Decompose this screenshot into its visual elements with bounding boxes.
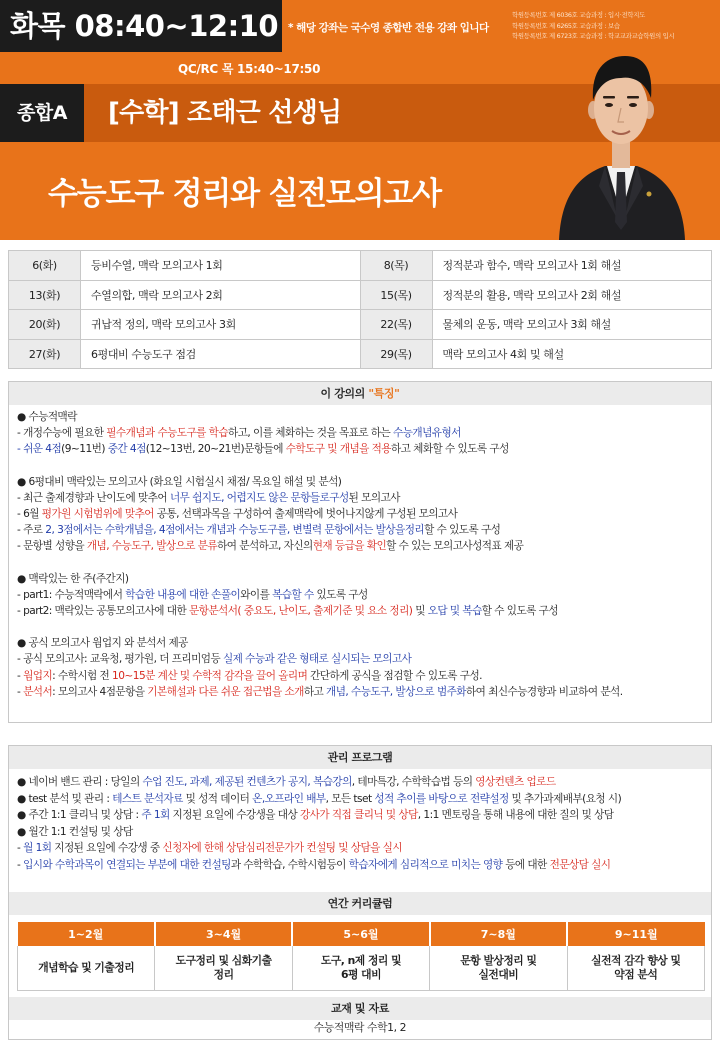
text-segment: 문항분석서( 중요도, 난이도, 출제기준 및 요소 정리): [188, 605, 413, 618]
text-segment: ● 6평대비 맥락있는 모의고사 (화요일 시험실시 채점/ 목요일 해설 및 분석): [17, 475, 342, 488]
text-segment: 테스트 분석자료: [112, 792, 183, 805]
text-segment: 하여 분석하고, 자신의: [217, 540, 313, 553]
text-segment: 쉬운 4점: [23, 443, 62, 456]
feature-line: [17, 490, 711, 506]
text-segment: 현재 등급을 확인: [312, 540, 387, 553]
text-segment: ● 네이버 밴드 관리 : 당일의: [17, 776, 143, 788]
text-segment: 기본해설과 다른 쉬운 접근법을 소개: [147, 685, 304, 698]
course-header: [0, 0, 720, 240]
text-segment: - 공식 모의고사: 교육청, 평가원, 더 프리미엄등: [17, 653, 223, 666]
text-segment: ● 공식 모의고사 웜업지 와 분석서 제공: [17, 637, 188, 650]
curriculum-table: [17, 922, 705, 991]
teacher-photo: [555, 38, 687, 240]
registration-line: 학원등록번호 제 6036호 교습과정 : 입시·전학지도: [512, 11, 646, 19]
feature-line: [17, 474, 711, 490]
text-segment: 된 모의고사: [348, 491, 400, 504]
registration-line: 학원등록번호 제 6723호 교습과정 : 학교교과교습학원의 입시: [512, 32, 675, 40]
management-line: [17, 824, 711, 841]
table-row: [9, 251, 712, 281]
text-segment: 평가원 시험범위에 맞추어: [41, 508, 154, 521]
curriculum-topic: 실전적 감각 향상 및 약점 분석: [567, 946, 704, 990]
features-heading-highlight: "특징": [368, 387, 400, 400]
text-segment: 하고 체화할 수 있도록 구성: [391, 443, 509, 456]
exclusive-notice: * 해당 강좌는 국수영 종합반 전용 강좌 입니다: [288, 22, 489, 34]
text-segment: -: [17, 685, 24, 698]
text-segment: (12~13번, 20~21번)문항들에: [145, 443, 286, 456]
course-title: 수능도구 정리와 실전모의고사: [48, 176, 441, 212]
schedule-date: 29(목): [360, 339, 432, 369]
schedule-content: 등비수열, 맥락 모의고사 1회: [81, 251, 361, 281]
text-segment: 성적 추이를 바탕으로 전략설정: [374, 792, 509, 805]
schedule-content: 물체의 운동, 맥락 모의고사 3회 해설: [432, 310, 712, 340]
text-segment: 할 수 있는 모의고사성적표 제공: [386, 540, 524, 553]
text-segment: 지정된 요일에 수강생을 대상: [169, 809, 300, 821]
text-segment: 지정된 요일에 수강생 중: [51, 842, 163, 854]
feature-line: [17, 441, 711, 457]
text-segment: 및 추가과제배부(요청 시): [508, 792, 622, 805]
text-segment: 신청자에 한해 상담심리전문가가 컨설팅 및 상담을 실시: [162, 842, 403, 854]
schedule-date: 6(화): [9, 251, 81, 281]
table-row: [18, 922, 705, 946]
text-segment: ● 월간 1:1 컨설팅 및 상담: [17, 825, 133, 838]
curriculum-period: 5~6월: [292, 922, 429, 946]
schedule-content: 정적분의 활용, 맥락 모의고사 2회 해설: [432, 280, 712, 310]
registration-info: [512, 10, 674, 42]
feature-line: [17, 603, 711, 619]
curriculum-topic: 개념학습 및 기출정리: [18, 946, 155, 990]
schedule-content: 수열의합, 맥락 모의고사 2회: [81, 280, 361, 310]
text-segment: , 모든 tset: [325, 792, 375, 805]
curriculum-topic: 문항 발상정리 및 실전대비: [430, 946, 567, 990]
schedule-content: 6평대비 수능도구 점검: [81, 339, 361, 369]
class-tag: 종합A: [0, 84, 84, 142]
text-segment: 과 수학학습, 수학시험등이: [230, 858, 349, 871]
feature-line: [17, 651, 711, 667]
qcrc-time: QC/RC 목 15:40~17:50: [178, 62, 321, 76]
text-segment: 하여 최신수능경향과 비교하여 분석.: [466, 685, 623, 698]
text-segment: -: [17, 443, 24, 456]
feature-line: [17, 684, 711, 700]
text-segment: - 주로: [17, 524, 46, 537]
text-segment: 학습한 내용에 대한 손풀이: [125, 588, 241, 601]
schedule-date: 15(목): [360, 280, 432, 310]
text-segment: 등에 대한: [502, 858, 550, 871]
feature-line: [17, 522, 711, 538]
text-segment: 공통, 선택과목을 구성하여 출제맥락에 벗어나지않게 구성된 모의고사: [153, 508, 458, 521]
management-line: [17, 807, 711, 824]
text-segment: 오답 및 복습: [427, 605, 482, 618]
text-segment: 수업 진도, 과제, 제공된 컨텐츠가 공지, 복습강의: [142, 776, 352, 788]
management-line: [17, 857, 711, 874]
class-time: 화목 08:40~12:10: [0, 0, 282, 52]
materials-text: 수능적맥락 수학1, 2: [313, 1021, 407, 1034]
feature-line: [17, 587, 711, 603]
management-section: [8, 745, 712, 1040]
text-segment: 월 1회: [23, 842, 52, 854]
text-segment: -: [17, 842, 24, 854]
text-segment: 학습자에게 심리적으로 미치는 영향: [348, 858, 503, 871]
text-segment: - 개정수능에 필요한: [17, 427, 107, 440]
text-segment: 간단하게 공식을 점검할 수 있도록 구성.: [307, 669, 482, 682]
registration-line: 학원등록번호 제 6265호 교습과정 : 보습: [512, 21, 620, 30]
text-segment: 너무 쉽지도, 어렵지도 않은 문항들로구성: [169, 491, 349, 504]
table-row: [9, 280, 712, 310]
features-heading-prefix: 이 강의의: [320, 387, 369, 400]
materials-heading: 교재 및 자료: [9, 997, 711, 1020]
schedule-content: 정적분과 함수, 맥락 모의고사 1회 해설: [432, 251, 712, 281]
text-segment: : 모의고사 4점문항을: [52, 685, 148, 698]
text-segment: 와이를: [240, 588, 273, 601]
text-segment: - part1: 수능적맥락에서: [17, 588, 126, 601]
text-segment: 할 수 있도록 구성: [481, 605, 559, 618]
schedule-date: 8(목): [360, 251, 432, 281]
text-segment: 주 1회: [141, 809, 170, 821]
text-segment: 2, 3점에서는 수학개념을, 4점에서는 개념과 수능도구를, 변별력 문항에서는 발상을정리: [45, 524, 425, 537]
schedule-date: 22(목): [360, 310, 432, 340]
text-segment: - part2: 맥락있는 공통모의고사에 대한: [17, 605, 189, 618]
schedule-date: 20(화): [9, 310, 81, 340]
text-segment: - 최근 출제경향과 난이도에 맞추어: [17, 491, 170, 504]
text-segment: , 테마특강, 수학학습법 등의: [351, 776, 476, 788]
subject-teacher: [수학] 조태근 선생님: [108, 98, 342, 128]
curriculum-period: 9~11월: [567, 922, 704, 946]
schedule-date: 13(화): [9, 280, 81, 310]
feature-line: [17, 668, 711, 684]
schedule-content: 귀납적 정의, 맥락 모의고사 3회: [81, 310, 361, 340]
schedule-table: [8, 250, 712, 369]
features-section: [8, 381, 712, 723]
curriculum-topic: 도구정리 및 심화기출 정리: [155, 946, 292, 990]
text-segment: 영상컨텐츠 업로드: [475, 776, 556, 788]
management-body: [9, 769, 711, 873]
text-segment: 강사가 직접 클리닉 및 상담: [299, 809, 418, 821]
text-segment: 복습할 수: [272, 588, 314, 601]
text-segment: ● 맥락있는 한 주(주간지): [17, 572, 129, 585]
text-segment: (9~11번): [61, 443, 108, 456]
text-segment: 필수개념과 수능도구를 학습: [106, 427, 229, 440]
text-segment: 개념, 수능도구, 발상으로 범주화: [326, 685, 466, 698]
feature-line: [17, 538, 711, 554]
text-segment: 온,오프라인 배부: [252, 792, 326, 805]
spacer: [17, 619, 711, 635]
text-segment: 중간 4점: [107, 443, 146, 456]
text-segment: - 문항별 성향을: [17, 540, 87, 553]
text-segment: ● test 분석 및 관리 :: [17, 792, 113, 805]
management-line: [17, 840, 711, 857]
text-segment: 및 성적 데이터: [182, 792, 253, 805]
table-row: [18, 946, 705, 990]
text-segment: ● 주간 1:1 클리닉 및 상담 :: [17, 809, 142, 821]
text-segment: 개념, 수능도구, 발상으로 분류: [86, 540, 218, 553]
text-segment: 수학도구 및 개념을 적용: [285, 443, 391, 456]
text-segment: 할 수 있도록 구성: [424, 524, 501, 537]
table-row: [9, 339, 712, 369]
text-segment: - 6월: [17, 508, 42, 521]
feature-line: [17, 635, 711, 651]
text-segment: 및: [412, 605, 428, 618]
spacer: [17, 555, 711, 571]
feature-line: [17, 571, 711, 587]
features-heading: [9, 382, 711, 405]
feature-line: [17, 506, 711, 522]
text-segment: 10~15분 계산 및 수학적 감각을 끌어 올리며: [112, 669, 308, 682]
curriculum-heading: 연간 커리큘럼: [9, 892, 711, 915]
curriculum-period: 7~8월: [430, 922, 567, 946]
curriculum-topic: 도구, n제 정리 및 6평 대비: [292, 946, 429, 990]
table-row: [9, 310, 712, 340]
text-segment: 수능개념유형서: [393, 427, 461, 440]
curriculum-period: 3~4월: [155, 922, 292, 946]
curriculum-period: 1~2월: [18, 922, 155, 946]
schedule-content: 맥락 모의고사 4회 및 해설: [432, 339, 712, 369]
features-body: [9, 405, 711, 700]
text-segment: -: [17, 858, 24, 871]
schedule-date: 27(화): [9, 339, 81, 369]
text-segment: 실제 수능과 같은 형태로 실시되는 모의고사: [222, 653, 412, 666]
management-heading: 관리 프로그램: [9, 746, 711, 769]
text-segment: 입시와 수학과목이 연결되는 부분에 대한 컨설팅: [23, 858, 231, 871]
text-segment: 하고, 이를 체화하는 것을 목표로 하는: [228, 427, 394, 440]
management-line: [17, 774, 711, 791]
text-segment: , 1:1 멘토링을 통해 내용에 대한 질의 및 상담: [417, 809, 614, 821]
text-segment: : 수학시험 전: [52, 669, 113, 682]
text-segment: 전문상담 실시: [549, 858, 611, 871]
text-segment: 분석서: [23, 685, 53, 698]
text-segment: 웜업지: [23, 669, 53, 682]
feature-line: [17, 409, 711, 425]
spacer: [17, 458, 711, 474]
feature-line: [17, 425, 711, 441]
text-segment: -: [17, 669, 24, 682]
text-segment: 있도록 구성: [313, 588, 368, 601]
management-line: [17, 791, 711, 808]
text-segment: 하고: [303, 685, 327, 698]
text-segment: ● 수능적맥락: [17, 411, 77, 423]
